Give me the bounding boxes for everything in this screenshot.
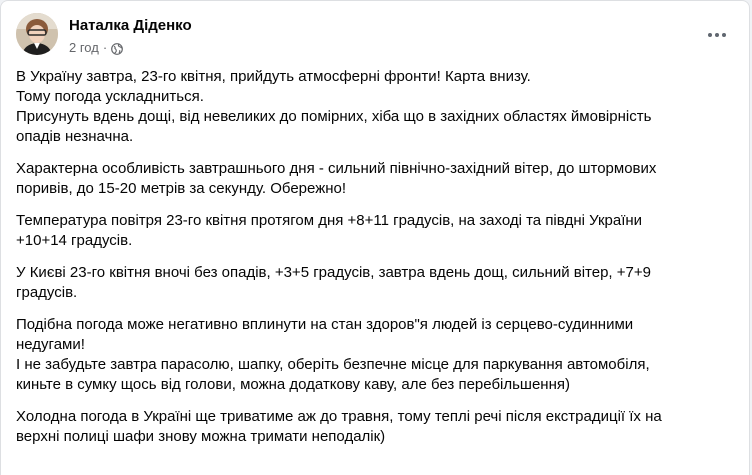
meta-separator: · (102, 40, 108, 55)
text-line: І не забудьте завтра парасолю, шапку, оберіть безпечне місце для паркування автомобіля, (16, 356, 650, 373)
more-dot (722, 33, 726, 37)
paragraph-4 (16, 263, 735, 303)
globe-icon[interactable] (111, 43, 123, 55)
author-avatar[interactable] (16, 13, 58, 55)
paragraph-2 (16, 159, 735, 199)
text-line: Тому погода ускладниться. (16, 88, 204, 105)
post-header (16, 13, 737, 61)
text-line: Подібна погода може негативно вплинути на стан здоров"я людей із серцево-судинними (16, 316, 634, 333)
post-time[interactable]: 2 год (69, 40, 99, 55)
text-line: недугами! (16, 336, 85, 353)
more-dot (708, 33, 712, 37)
post-meta (69, 40, 123, 56)
text-line: В Україну завтра, 23-го квітня, прийдуть атмосферні фронти! Карта внизу. (16, 68, 531, 85)
more-dot (715, 33, 719, 37)
text-line: опадів незначна. (16, 128, 134, 145)
text-line: +10+14 градусів. (16, 232, 133, 249)
post-text (16, 67, 735, 459)
author-name[interactable]: Наталка Діденко (69, 17, 192, 34)
text-line: Температура повітря 23-го квітня протягом дня +8+11 градусів, на заході та півдні України (16, 212, 643, 229)
text-line: У Києві 23-го квітня вночі без опадів, +3+5 градусів, завтра вдень дощ, сильний вітер, +7+9 (16, 264, 651, 281)
paragraph-5 (16, 315, 735, 395)
avatar-image (16, 13, 58, 55)
paragraph-1 (16, 67, 735, 147)
text-line: Присунуть вдень дощі, від невеликих до помірних, хіба що в західних областях ймовірність (16, 108, 652, 125)
text-line: киньте в сумку щось від голови, можна додаткову каву, але без перебільшення) (16, 376, 570, 393)
text-line: верхні полиці шафи знову можна тримати неподалік) (16, 428, 386, 445)
text-line: градусів. (16, 284, 78, 301)
more-options-icon[interactable] (703, 25, 731, 45)
text-line: поривів, до 15-20 метрів за секунду. Обережно! (16, 180, 347, 197)
paragraph-6 (16, 407, 735, 447)
paragraph-3 (16, 211, 735, 251)
text-line: Характерна особливість завтрашнього дня - сильний північно-західний вітер, до штормових (16, 160, 657, 177)
text-line: Холодна погода в Україні ще триватиме аж до травня, тому теплі речі після екстрадиції їх на (16, 408, 662, 425)
